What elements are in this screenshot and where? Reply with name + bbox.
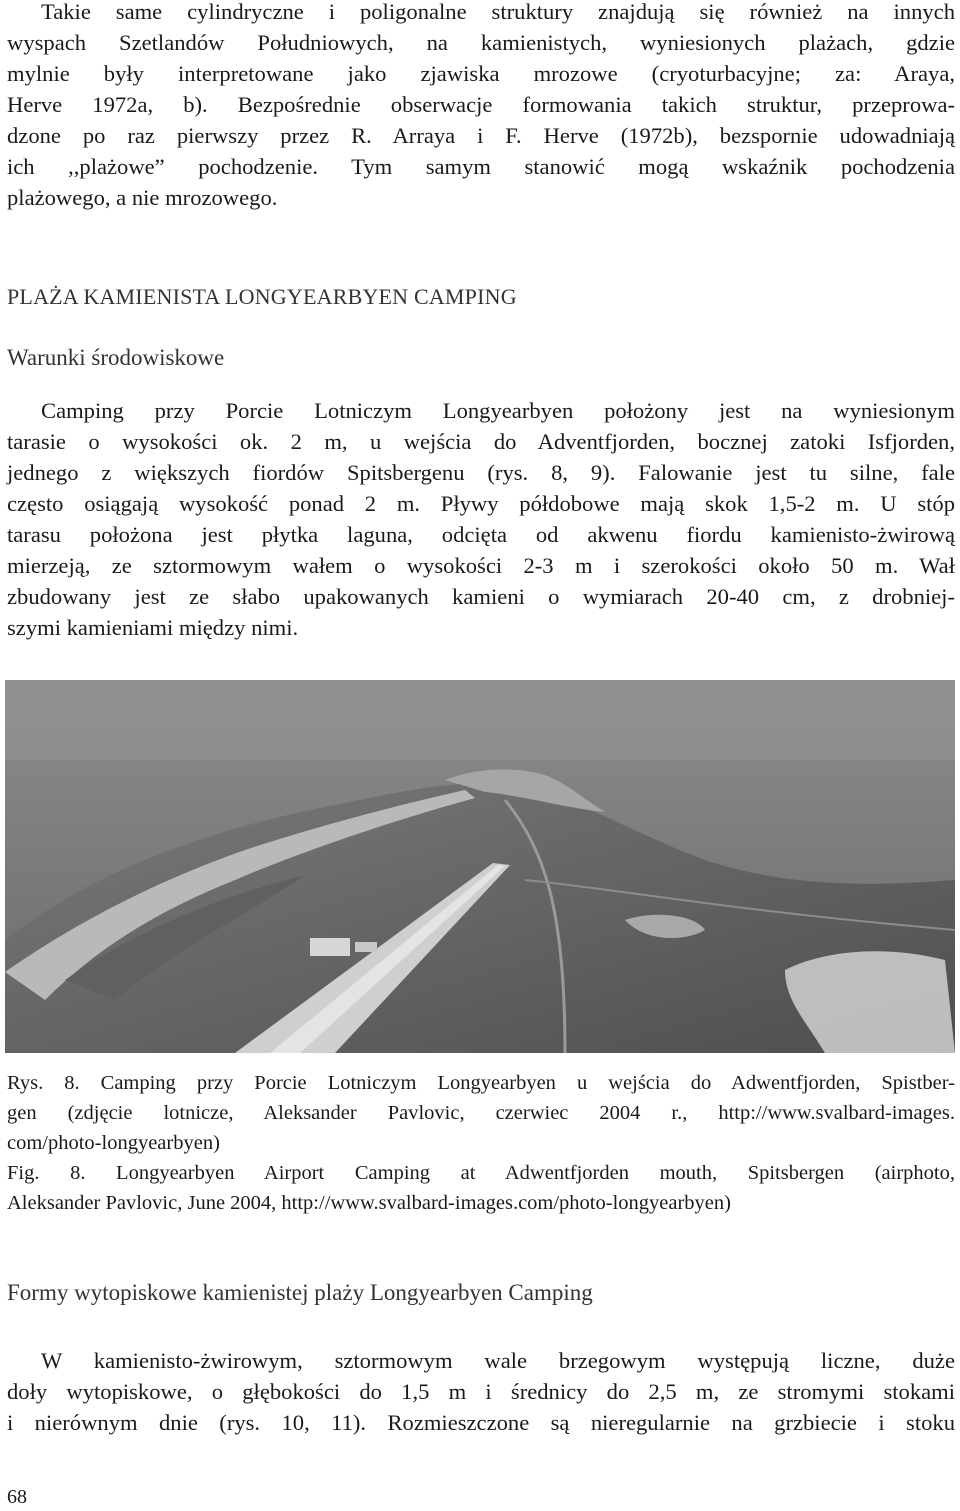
text-line: tarasu położona jest płytka laguna, odcięta od akwenu fiordu kamienisto-żwirową bbox=[7, 522, 955, 547]
text-line: tarasie o wysokości ok. 2 m, u wejścia do Adventfjorden, bocznej zatoki Isfjorden, bbox=[7, 429, 955, 454]
text-line: jednego z większych fiordów Spitsbergenu (rys. 8, 9). Falowanie jest tu silne, fale bbox=[7, 460, 955, 485]
text-line: mierzeją, ze sztormowym wałem o wysokości 2-3 m i szerokości około 50 m. Wał bbox=[7, 553, 955, 578]
text-line: dzone po raz pierwszy przez R. Arraya i F. Herve (1972b), bezspornie udowadniają bbox=[7, 123, 955, 148]
text-line: Camping przy Porcie Lotniczym Longyearbyen położony jest na wyniesionym bbox=[41, 398, 955, 423]
text-line: Takie same cylindryczne i poligonalne struktury znajdują się również na innych bbox=[41, 0, 955, 24]
text-line: wyspach Szetlandów Południowych, na kamienistych, wyniesionych plażach, gdzie bbox=[7, 30, 955, 55]
figure-caption bbox=[7, 1068, 955, 1218]
environment-paragraph bbox=[7, 395, 955, 643]
section-heading: PLAŻA KAMIENISTA LONGYEARBYEN CAMPING bbox=[7, 284, 517, 309]
intro-paragraph bbox=[7, 0, 955, 213]
melt-forms-paragraph bbox=[7, 1345, 955, 1438]
text-line: W kamienisto-żwirowym, sztormowym wale brzegowym występują liczne, duże bbox=[41, 1348, 955, 1373]
caption-line: Aleksander Pavlovic, June 2004, http://www.svalbard-images.com/photo-longyearbyen) bbox=[7, 1192, 731, 1214]
text-line: zbudowany jest ze słabo upakowanych kamieni o wymiarach 20-40 cm, z drobniej- bbox=[7, 584, 955, 609]
page-number: 68 bbox=[7, 1486, 27, 1508]
text-line: ich ,,plażowe” pochodzenie. Tym samym stanowić mogą wskaźnik pochodzenia bbox=[7, 154, 955, 179]
caption-line: Rys. 8. Camping przy Porcie Lotniczym Longyearbyen u wejścia do Adwentfjorden, Spistber- bbox=[7, 1072, 955, 1094]
caption-line: Fig. 8. Longyearbyen Airport Camping at Adwentfjorden mouth, Spitsbergen (airphoto, bbox=[7, 1162, 955, 1184]
subsection-title: Warunki środowiskowe bbox=[7, 345, 225, 370]
text-line: często osiągają wysokość ponad 2 m. Pływy półdobowe mają skok 1,5-2 m. U stóp bbox=[7, 491, 955, 516]
text-line: Herve 1972a, b). Bezpośrednie obserwacje formowania takich struktur, przeprowa- bbox=[7, 92, 955, 117]
subsection-title: Formy wytopiskowe kamienistej plaży Longyearbyen Camping bbox=[7, 1280, 593, 1305]
text-line: i nierównym dnie (rys. 10, 11). Rozmieszczone są nieregularnie na grzbiecie i stoku bbox=[7, 1410, 955, 1435]
text-line: mylnie były interpretowane jako zjawiska mrozowe (cryoturbacyjne; za: Araya, bbox=[7, 61, 955, 86]
text-line: doły wytopiskowe, o głębokości do 1,5 m i średnicy do 2,5 m, ze stromymi stokami bbox=[7, 1379, 955, 1404]
text-line: plażowego, a nie mrozowego. bbox=[7, 185, 278, 210]
text-line: szymi kamieniami między nimi. bbox=[7, 615, 299, 640]
aerial-photo bbox=[5, 680, 955, 1053]
caption-line: gen (zdjęcie lotnicze, Aleksander Pavlovic, czerwiec 2004 r., http://www.svalbard-images. bbox=[7, 1102, 955, 1124]
caption-line: com/photo-longyearbyen) bbox=[7, 1132, 220, 1154]
